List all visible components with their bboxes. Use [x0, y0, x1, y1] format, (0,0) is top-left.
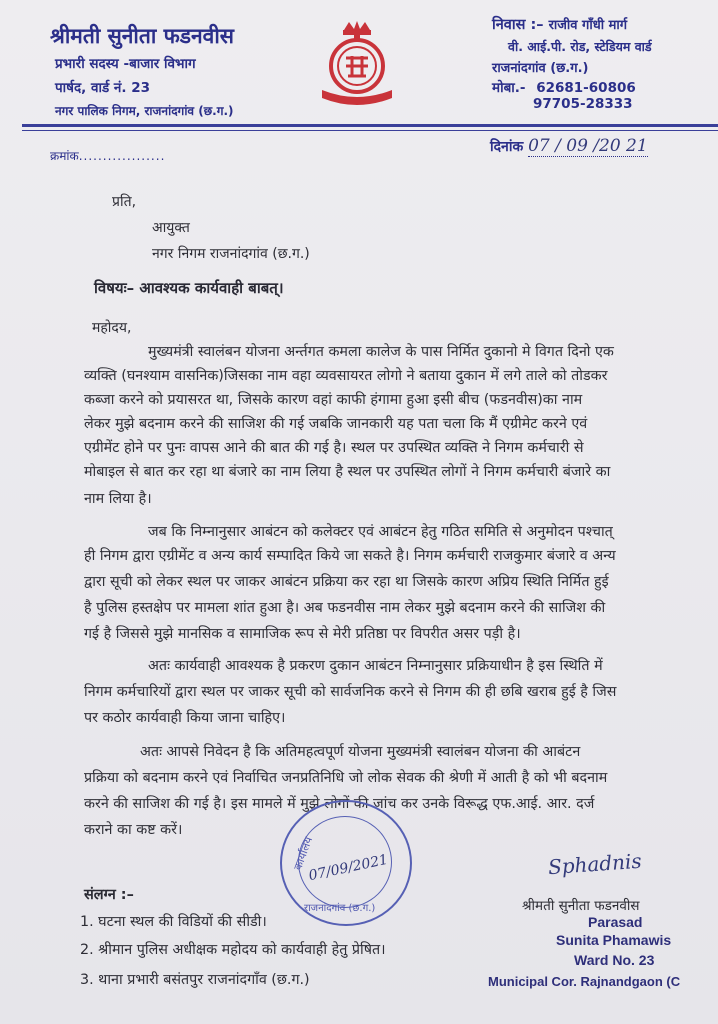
paragraph-1-line-3: कब्जा करने को प्रयासरत था, जिसके कारण वहां काफी हंगामा हुआ इसी बीच (फडनवीस)का नाम [84, 392, 583, 408]
address-block [492, 14, 627, 34]
mobile-label: मोबा.- [492, 80, 526, 96]
paragraph-2-line-2: ही निगम द्वारा एग्रीमेंट व अन्य कार्य सम्पादित किये जा सकते है। निगम कर्मचारी राजकुमार बंजारे व अन्य [84, 548, 616, 564]
subject-text: आवश्यक कार्यवाही बाबत्। [139, 279, 284, 297]
stamp-bottom-text: राजनांदगांव (छ.ग.) [304, 903, 376, 914]
reference-field: क्रमांक.................. [50, 149, 166, 163]
prati-label: प्रति, [112, 194, 137, 210]
header-rule [22, 124, 718, 127]
mobile-block [492, 78, 636, 96]
signature-stamp-line-4: Municipal Cor. Rajnandgaon (C [488, 974, 681, 989]
signatory-name: श्रीमती सुनीता फडनवीस [522, 898, 640, 914]
paragraph-1-line-6: मोबाइल से बात कर रहा था बंजारे का नाम लिया है स्थल पर उपस्थित लोगों ने निगम कर्मचारी बंजारे का [84, 464, 611, 480]
paragraph-3-line-2: निगम कर्मचारियों द्वारा स्थल पर जाकर सूची को सार्वजनिक करने से निगम की ही छबि खराब हुई है जिस [84, 684, 617, 700]
date-value: 07 / 09 /20 21 [528, 136, 648, 156]
party-logo-icon [316, 20, 398, 112]
header-rule-thin [22, 130, 718, 131]
signature-stamp-line-3: Ward No. 23 [574, 952, 655, 968]
date-label: दिनांक [490, 139, 524, 155]
paragraph-1-line-5: एग्रीमेंट होने पर पुनः वापस आने की बात की गई है। स्थल पर उपस्थित व्यक्ति ने निगम कर्मचारी से [84, 440, 584, 456]
reference-label: क्रमांक [50, 149, 79, 163]
paragraph-4-line-2: प्रक्रिया को बदनाम करने एवं निर्वाचित जनप्रतिनिधि जो लोक सेवक की श्रेणी में आती है को भी बदनाम [84, 770, 608, 786]
enclosure-item-2: 2. श्रीमान पुलिस अधीक्षक महोदय को कार्यवाही हेतु प्रेषित। [80, 942, 386, 958]
mobile-number-1: 62681-60806 [536, 80, 636, 96]
enclosure-item-1: 1. घटना स्थल की विडियों की सीडी। [80, 914, 267, 930]
paragraph-2-line-4: है पुलिस हस्तक्षेप पर मामला शांत हुआ है। अब फडनवीस नाम लेकर मुझे बदनाम करने की साजिश की [84, 600, 606, 616]
recipient-office: नगर निगम राजनांदगांव (छ.ग.) [152, 246, 310, 262]
paragraph-3-line-3: पर कठोर कार्यवाही किया जाना चाहिए। [84, 710, 286, 726]
stamp-date: 07/09/2021 [307, 851, 390, 885]
paragraph-1-line-4: लेकर मुझे बदनाम करने की साजिश की गई जबकि जानकारी यह पता चला कि मैं एग्रीमेट करने एवं [84, 416, 588, 432]
handwritten-signature: Sphadnis [547, 848, 643, 880]
address-line2: वी. आई.पी. रोड, स्टेडियम वार्ड [508, 39, 652, 54]
office-stamp [280, 800, 412, 926]
signature-stamp-line-1: Parasad [588, 914, 643, 930]
address-line3: राजनांदगांव (छ.ग.) [492, 61, 589, 76]
enclosure-item-3: 3. थाना प्रभारी बसंतपुर राजनांदगाँव (छ.ग.) [80, 972, 310, 988]
paragraph-1-line-7: नाम लिया है। [84, 491, 152, 507]
enclosures-label: संलग्न :– [84, 887, 134, 903]
letterhead-ward: पार्षद, वार्ड नं. 23 [55, 80, 150, 96]
address-label: निवास :– [492, 17, 544, 33]
paragraph-2-line-5: गई है जिससे मुझे मानसिक व सामाजिक रूप से मेरी प्रतिष्ठा पर विपरीत असर पड़ी है। [84, 626, 521, 642]
date-field [490, 136, 648, 156]
paragraph-4-line-1: अतः आपसे निवेदन है कि अतिमहत्वपूर्ण योजना मुख्यमंत्री स्वालंबन योजना की आबंटन [140, 744, 581, 760]
stamp-ring-text: कार्यालय [291, 835, 316, 872]
mobile-number-2: 97705-28333 [533, 96, 633, 112]
subject-label: विषयः– [94, 279, 135, 297]
paragraph-1-line-1: मुख्यमंत्री स्वालंबन योजना अर्न्तगत कमला कालेज के पास निर्मित दुकानो मे विगत दिनो एक [148, 344, 614, 360]
letterhead-name: श्रीमती सुनीता फडनवीस [50, 24, 234, 48]
recipient-title: आयुक्त [152, 220, 190, 236]
subject-line [94, 278, 284, 298]
paragraph-2-line-3: द्वारा सूची को लेकर स्थल पर जाकर आबंटन प्रक्रिया कर रहा था जिसके कारण अप्रिय स्थिति निर्मित हुई [84, 574, 609, 590]
signature-stamp-line-2: Sunita Phamawis [556, 932, 672, 948]
letterhead-designation: प्रभारी सदस्य -बाजार विभाग [55, 56, 196, 72]
paragraph-4-line-3: करने की साजिश की गई है। इस मामले में मुझे लोगों की जांच कर उनके विरूद्ध एफ.आई. आर. दर्ज [84, 796, 595, 812]
paragraph-2-line-1: जब कि निम्नानुसार आबंटन को कलेक्टर एवं आबंटन हेतु गठित समिति से अनुमोदन पश्चात् [148, 524, 613, 540]
paragraph-4-line-4: कराने का कष्ट करें। [84, 822, 183, 838]
letterhead-corporation: नगर पालिक निगम, राजनांदगांव (छ.ग.) [55, 104, 234, 118]
paragraph-3-line-1: अतः कार्यवाही आवश्यक है प्रकरण दुकान आबंटन निम्नानुसार प्रक्रियाधीन है इस स्थिति में [148, 658, 603, 674]
salutation: महोदय, [92, 320, 132, 336]
address-line1: राजीव गाँधी मार्ग [548, 18, 628, 33]
paragraph-1-line-2: व्यक्ति (घनश्याम वासनिक)जिसका नाम वहा व्यवसायरत लोगो ने बताया दुकान में लगे ताले को तोडकर [84, 368, 608, 384]
